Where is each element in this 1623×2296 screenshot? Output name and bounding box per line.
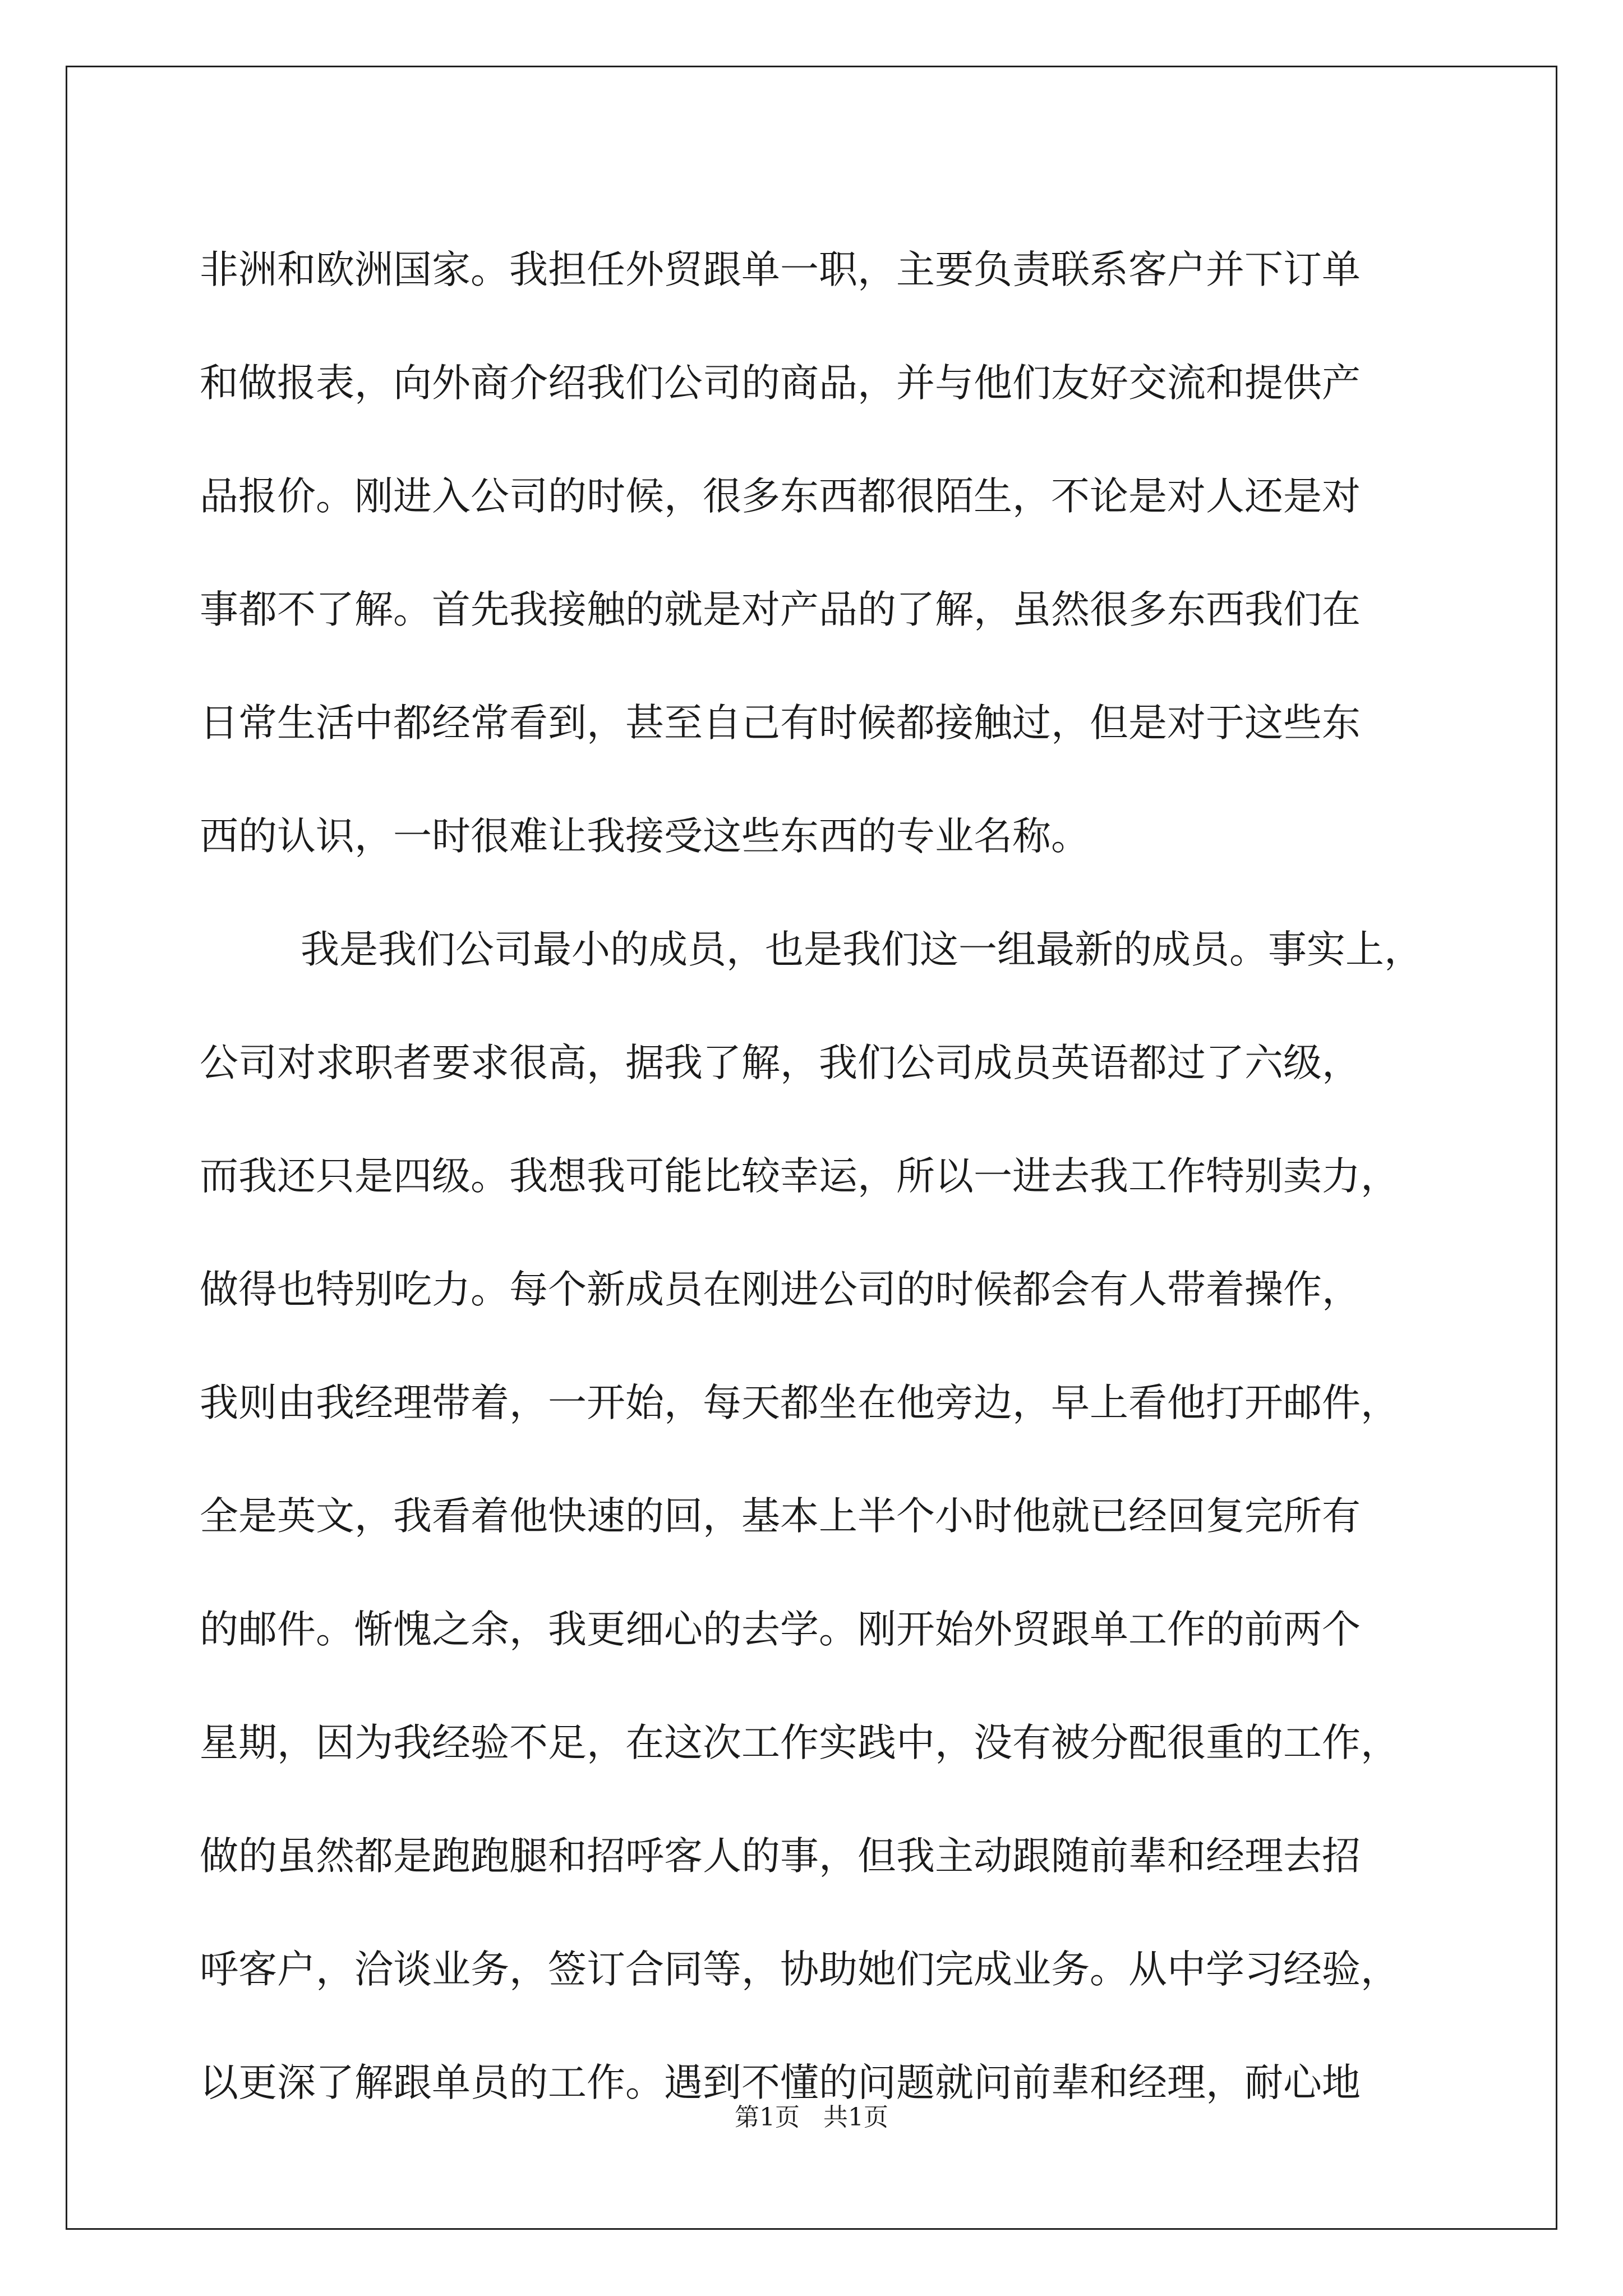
text-line: 非洲和欧洲国家。我担任外贸跟单一职，主要负责联系客户并下订单 bbox=[200, 247, 1361, 292]
text-line: 星期，因为我经验不足，在这次工作实践中，没有被分配很重的工作， bbox=[200, 1720, 1399, 1765]
text-line: 和做报表，向外商介绍我们公司的商品，并与他们友好交流和提供产 bbox=[200, 361, 1361, 406]
text-line: 全是英文，我看着他快速的回，基本上半个小时他就已经回复完所有 bbox=[200, 1494, 1361, 1539]
text-line: 公司对求职者要求很高，据我了解，我们公司成员英语都过了六级， bbox=[200, 1041, 1361, 1085]
page-number: 第1页 bbox=[735, 2103, 800, 2132]
text-line: 西的认识，一时很难让我接受这些东西的专业名称。 bbox=[200, 814, 1090, 859]
document-body bbox=[200, 213, 1456, 2139]
page-footer bbox=[0, 2101, 1623, 2134]
text-line: 而我还只是四级。我想我可能比较幸运，所以一进去我工作特别卖力， bbox=[200, 1154, 1399, 1199]
text-line: 事都不了解。首先我接触的就是对产品的了解，虽然很多东西我们在 bbox=[200, 587, 1361, 632]
text-line: 做得也特别吃力。每个新成员在刚进公司的时候都会有人带着操作， bbox=[200, 1267, 1361, 1312]
text-line: 的邮件。惭愧之余，我更细心的去学。刚开始外贸跟单工作的前两个 bbox=[200, 1607, 1361, 1652]
text-line: 品报价。刚进入公司的时候，很多东西都很陌生，不论是对人还是对 bbox=[200, 474, 1361, 519]
page-total: 共1页 bbox=[823, 2103, 888, 2132]
text-line: 做的虽然都是跑跑腿和招呼客人的事，但我主动跟随前辈和经理去招 bbox=[200, 1834, 1361, 1879]
text-line: 日常生活中都经常看到，甚至自己有时候都接触过，但是对于这些东 bbox=[200, 701, 1361, 746]
text-line: 我是我们公司最小的成员，也是我们这一组最新的成员。事实上， bbox=[301, 927, 1423, 972]
text-line: 我则由我经理带着，一开始，每天都坐在他旁边，早上看他打开邮件， bbox=[200, 1381, 1399, 1425]
text-line: 呼客户，洽谈业务，签订合同等，协助她们完成业务。从中学习经验， bbox=[200, 1947, 1399, 1992]
text-line: 以更深了解跟单员的工作。遇到不懂的问题就问前辈和经理，耐心地 bbox=[200, 2060, 1361, 2105]
